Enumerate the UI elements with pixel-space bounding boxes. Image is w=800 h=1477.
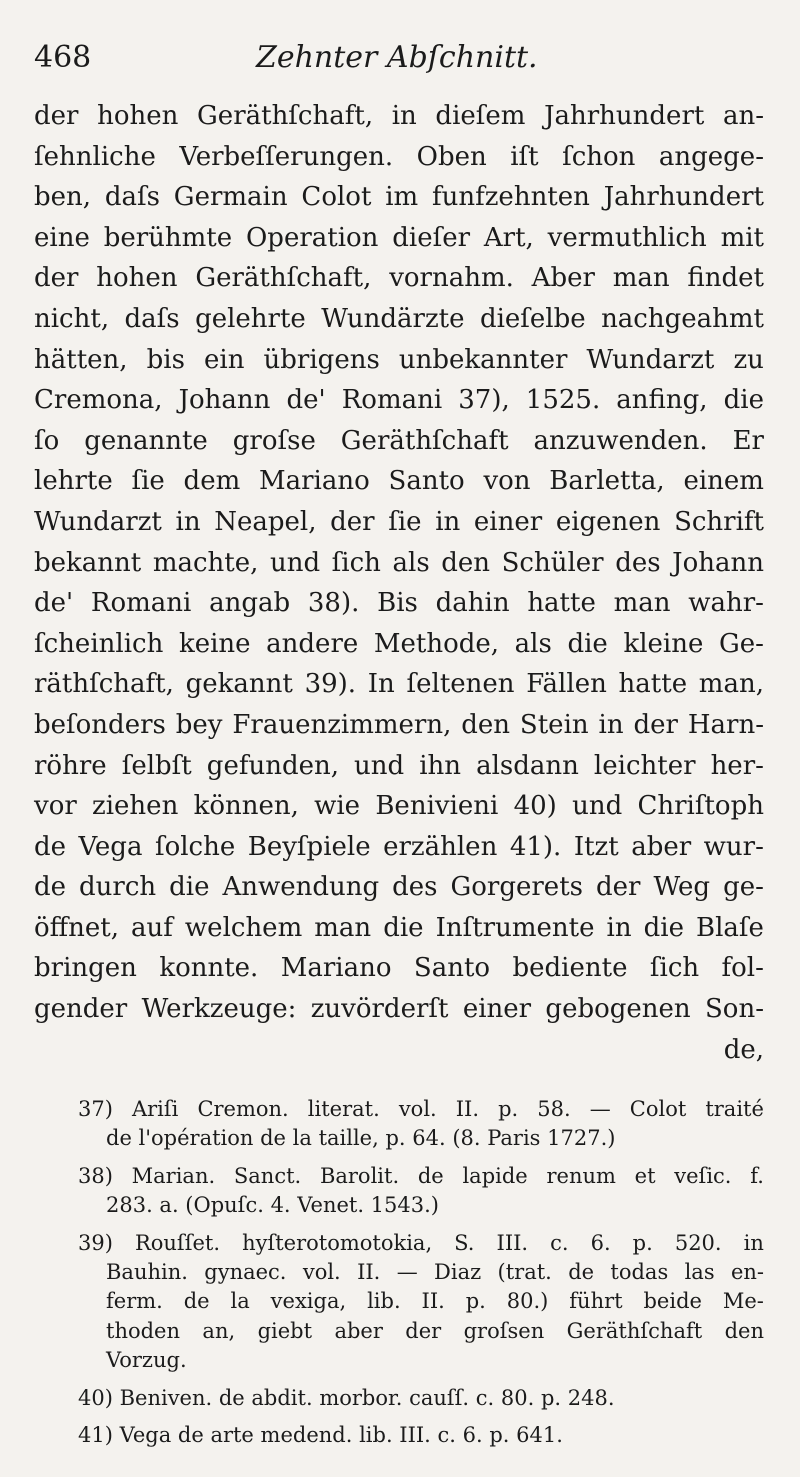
footnotes [78, 1095, 764, 1450]
footnote-line: 37) Ariſi Cremon. literat. vol. II. p. 58. — Colot traité [78, 1097, 764, 1121]
text-line: bekannt machte, und ſich als den Schüler des Johann [34, 547, 764, 578]
page-number: 468 [34, 40, 92, 75]
footnote-line: 39) Rouſſet. hyſterotomotokia, S. III. c. 6. p. 520. in [78, 1230, 764, 1255]
footnote-continuation: de l'opération de la taille, p. 64. (8. Paris 1727.) [106, 1126, 616, 1151]
footnote-line: 40) Beniven. de abdit. morbor. cauſſ. c. 80. p. 248. [78, 1385, 615, 1410]
text-line: öffnet, auf welchem man die Inſtrumente in die Blaſe [34, 912, 764, 943]
footnote-continuation: Bauhin. gynaec. vol. II. — Diaz (trat. de todas las en- [106, 1259, 764, 1284]
text-line: der hohen Geräthſchaft, vornahm. Aber man findet [34, 263, 764, 294]
text-line: ſo genannte groſse Geräthſchaft anzuwenden. Er [34, 425, 764, 456]
text-line: der hohen Geräthſchaft, in dieſem Jahrhundert an- [34, 101, 764, 131]
text-line: ben, daſs Germain Colot im funfzehnten Jahrhundert [34, 182, 764, 213]
footnote-continuation: ferm. de la vexiga, lib. II. p. 80.) führt beide Me- [106, 1289, 764, 1314]
text-line: nicht, daſs gelehrte Wundärzte dieſelbe nachgeahmt [34, 303, 764, 334]
text-line: lehrte ſie dem Mariano Santo von Barletta, einem [34, 466, 764, 497]
text-line: beſonders bey Frauenzimmern, den Stein in der Harn- [34, 709, 764, 740]
footnote-line: 41) Vega de arte medend. lib. III. c. 6. p. 641. [78, 1422, 563, 1447]
text-line: röhre ſelbſt gefunden, und ihn alsdann leichter her- [34, 750, 764, 781]
footnote-continuation: thoden an, giebt aber der groſsen Geräthſchaft den [106, 1318, 764, 1343]
catchword: de, [723, 1034, 764, 1065]
text-line: Cremona, Johann de' Romani 37), 1525. anfing, die [34, 385, 764, 416]
text-line: gender Werkzeuge: zuvörderſt einer gebogenen Son- [34, 994, 764, 1025]
text-line: räthſchaft, gekannt 39). In ſeltenen Fällen hatte man, [34, 669, 764, 700]
text-line: de' Romani angab 38). Bis dahin hatte man wahr- [34, 588, 764, 619]
text-line: de durch die Anwendung des Gorgerets der Weg ge- [34, 872, 764, 903]
footnote-continuation: Vorzug. [106, 1348, 187, 1373]
text-line: vor ziehen können, wie Benivieni 40) und Chriſtoph [34, 791, 764, 822]
text-line: de Vega ſolche Beyſpiele erzählen 41). Itzt aber wur- [34, 831, 764, 862]
text-line: Wundarzt in Neapel, der ſie in einer eigenen Schrift [34, 506, 764, 537]
text-line: ſcheinlich keine andere Methode, als die kleine Ge- [34, 628, 764, 659]
footnote-line: 38) Marian. Sanct. Barolit. de lapide renum et veſic. f. [78, 1163, 764, 1188]
text-line: eine berühmte Operation dieſer Art, vermuthlich mit [34, 222, 764, 253]
body-text [34, 96, 764, 1070]
text-line: ſehnliche Verbeſſerungen. Oben iſt ſchon angege- [34, 141, 764, 172]
running-head: Zehnter Abſchnitt. [256, 40, 538, 75]
page-header [34, 40, 760, 90]
text-line: hätten, bis ein übrigens unbekannter Wundarzt zu [34, 344, 764, 375]
text-line: bringen konnte. Mariano Santo bediente ſich fol- [34, 953, 764, 984]
footnote-continuation: 283. a. (Opuſc. 4. Venet. 1543.) [106, 1193, 439, 1218]
